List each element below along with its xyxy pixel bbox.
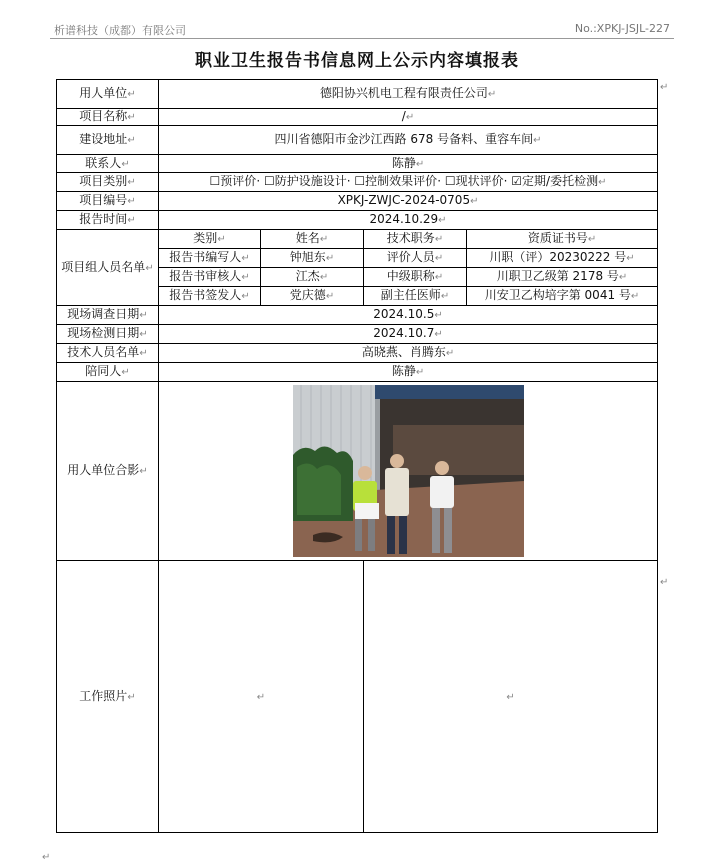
group-photo-image: [293, 385, 524, 557]
team-role[interactable]: 报告书审核人↵: [159, 268, 261, 287]
row-end-mark-icon: ↵: [660, 577, 669, 588]
checkbox-periodic-test[interactable]: ☑定期/委托检测: [511, 174, 599, 188]
work-photo-slot[interactable]: [364, 561, 658, 833]
team-header-cert: 资质证书号↵: [467, 230, 658, 249]
team-header-role: 类别↵: [159, 230, 261, 249]
team-title[interactable]: 中级职称↵: [364, 268, 467, 287]
address-label: 建设地址↵: [57, 126, 159, 155]
contact-value[interactable]: 陈静↵: [159, 155, 658, 173]
page-header: [50, 22, 674, 39]
checkbox-empty-icon: ☐: [209, 174, 221, 188]
work-photo-slot[interactable]: [159, 561, 364, 833]
team-role[interactable]: 报告书编写人↵: [159, 249, 261, 268]
companion-label: 陪同人↵: [57, 363, 159, 382]
checkbox-control-eval[interactable]: ☐控制效果评价·: [354, 174, 442, 188]
paragraph-mark-icon: ↵: [506, 691, 515, 703]
team-name[interactable]: 党庆德↵: [261, 287, 364, 306]
group-photo-label: 用人单位合影↵: [57, 382, 159, 561]
project-no-value[interactable]: XPKJ-ZWJC-2024-0705↵: [159, 192, 658, 211]
team-label: 项目组人员名单↵: [57, 230, 159, 306]
group-photo[interactable]: [293, 385, 524, 557]
team-title[interactable]: 评价人员↵: [364, 249, 467, 268]
report-time-value[interactable]: 2024.10.29↵: [159, 211, 658, 230]
contact-label: 联系人↵: [57, 155, 159, 173]
team-name[interactable]: 钟旭东↵: [261, 249, 364, 268]
category-label: 项目类别↵: [57, 173, 159, 192]
team-name[interactable]: 江杰↵: [261, 268, 364, 287]
companion-value[interactable]: 陈静↵: [159, 363, 658, 382]
header-doc-no: No.:XPKJ-JSJL-227: [574, 22, 670, 35]
info-table: [56, 79, 658, 833]
survey-date-label: 现场调查日期↵: [57, 306, 159, 325]
checkbox-protection-design[interactable]: ☐防护设施设计·: [263, 174, 351, 188]
team-cert[interactable]: 川职（评）20230222 号↵: [467, 249, 658, 268]
checkbox-checked-icon: ☑: [511, 174, 523, 188]
report-time-label: 报告时间↵: [57, 211, 159, 230]
checkbox-pre-eval[interactable]: ☐预评价·: [209, 174, 261, 188]
employer-label: 用人单位↵: [57, 80, 159, 109]
paragraph-mark-icon: ↵: [42, 852, 51, 863]
survey-date-value[interactable]: 2024.10.5↵: [159, 306, 658, 325]
project-name-label: 项目名称↵: [57, 109, 159, 126]
group-photo-cell[interactable]: [159, 382, 658, 561]
checkbox-empty-icon: ☐: [444, 174, 456, 188]
row-end-mark-icon: ↵: [660, 82, 669, 93]
test-date-value[interactable]: 2024.10.7↵: [159, 325, 658, 344]
project-name-value[interactable]: /↵: [159, 109, 658, 126]
project-no-label: 项目编号↵: [57, 192, 159, 211]
employer-value[interactable]: 德阳协兴机电工程有限责任公司↵: [159, 80, 658, 109]
page-title: 职业卫生报告书信息网上公示内容填报表: [195, 51, 519, 71]
checkbox-status-eval[interactable]: ☐现状评价·: [444, 174, 508, 188]
team-title[interactable]: 副主任医师↵: [364, 287, 467, 306]
team-role[interactable]: 报告书签发人↵: [159, 287, 261, 306]
test-date-label: 现场检测日期↵: [57, 325, 159, 344]
tech-staff-value[interactable]: 高晓燕、肖腾东↵: [159, 344, 658, 363]
team-header-title: 技术职务↵: [364, 230, 467, 249]
team-cert[interactable]: 川职卫乙级第 2178 号↵: [467, 268, 658, 287]
address-value[interactable]: 四川省德阳市金沙江西路 678 号备料、重容车间↵: [159, 126, 658, 155]
header-company: 析谱科技（成都）有限公司: [54, 24, 186, 37]
paragraph-mark-icon: ↵: [256, 691, 266, 703]
work-photos-label: 工作照片↵: [57, 561, 159, 833]
category-options: ☐预评价· ☐防护设施设计· ☐控制效果评价· ☐现状评价· ☑定期/委托检测↵: [159, 173, 658, 192]
team-cert[interactable]: 川安卫乙构培字第 0041 号↵: [467, 287, 658, 306]
tech-staff-label: 技术人员名单↵: [57, 344, 159, 363]
checkbox-empty-icon: ☐: [354, 174, 366, 188]
checkbox-empty-icon: ☐: [263, 174, 275, 188]
team-header-name: 姓名↵: [261, 230, 364, 249]
